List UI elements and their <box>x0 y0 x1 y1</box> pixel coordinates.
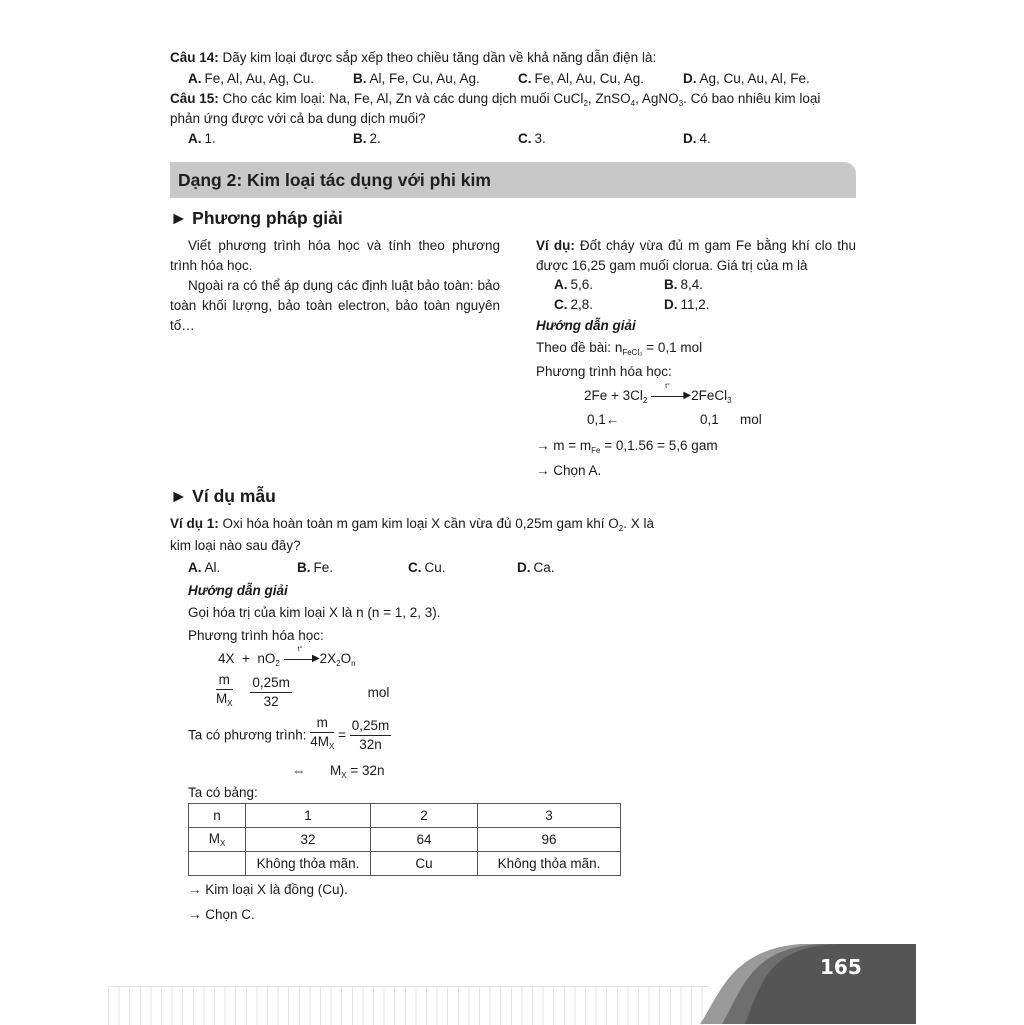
option-text: Fe, Al, Au, Cu, Ag. <box>534 71 645 86</box>
option-key: D. <box>683 131 697 146</box>
option-key: A. <box>188 71 202 86</box>
page-number: 165 <box>820 955 862 979</box>
row-header <box>189 852 246 876</box>
question-15 <box>170 91 820 108</box>
products: 2FeCl <box>691 388 728 403</box>
option-d <box>517 560 555 575</box>
question-text: . Có bao nhiêu kim loại <box>683 91 821 106</box>
den-text: M <box>216 691 228 706</box>
subscript: 2 <box>618 524 624 533</box>
sample-answer: → Chọn C. <box>188 907 255 922</box>
option-key: C. <box>554 297 568 312</box>
subscript: 4 <box>630 99 636 108</box>
table-row <box>189 852 621 876</box>
option-text: 2,8. <box>570 297 594 312</box>
mol-right: 0,1 <box>700 412 719 427</box>
question-label: Câu 14: <box>170 50 219 65</box>
equivalence-icon: ⇔ <box>292 763 306 778</box>
option-text: 5,6. <box>570 277 594 292</box>
option-key: C. <box>518 131 532 146</box>
side-example-question <box>536 236 856 276</box>
section-header-bar <box>170 162 856 198</box>
option-a <box>188 71 314 86</box>
question-text: Cho các kim loại: Na, Fe, Al, Zn và các dung dịch muối CuCl <box>218 91 584 106</box>
option-a <box>188 131 216 146</box>
option-text: Ag, Cu, Au, Al, Fe. <box>699 71 810 86</box>
mol-left: 0,1← <box>587 412 620 427</box>
option-d <box>683 131 711 146</box>
denominator <box>216 690 233 713</box>
option-b <box>353 71 480 86</box>
mol-unit: mol <box>367 684 390 700</box>
reactants: 4X + nO <box>218 651 276 666</box>
option-key: C. <box>408 560 422 575</box>
given-value: = 0,1 mol <box>642 340 703 355</box>
subscript: 3 <box>727 396 732 405</box>
conclusion: → Kim loại X là đồng (Cu). <box>188 882 348 897</box>
option-b <box>664 277 703 292</box>
section-title: Dạng 2: Kim loại tác dụng với phi kim <box>178 170 491 190</box>
table-title: Ta có bảng: <box>188 785 258 800</box>
denominator <box>310 733 334 756</box>
row-header <box>189 828 246 852</box>
option-text: Fe, Al, Au, Ag, Cu. <box>204 71 315 86</box>
option-b <box>353 131 381 146</box>
given-symbol: n <box>614 340 623 355</box>
calc-result: = 0,1.56 = 5,6 gam <box>600 438 718 453</box>
question-14 <box>170 50 656 65</box>
table-row <box>189 804 621 828</box>
example-text: Đốt cháy vừa đủ m gam Fe bằng khí clo thu được 16,25 gam muối clorua. Giá trị của m là <box>536 238 857 273</box>
given-prefix: Theo đề bài: <box>536 340 615 355</box>
reaction-equation <box>584 383 732 405</box>
fraction-left <box>310 714 334 756</box>
option-key: A. <box>188 131 202 146</box>
option-text: Ca. <box>533 560 555 575</box>
mol-unit: mol <box>740 412 762 427</box>
question-label: Câu 15: <box>170 91 219 106</box>
mol-fractions <box>216 671 389 713</box>
subscript: 2 <box>583 99 588 108</box>
equation-title: Phương trình hóa học: <box>536 364 672 379</box>
subscript: X <box>341 771 347 780</box>
example-text: Oxi hóa hoàn toàn m gam kim loại X cần vừa đủ 0,25m gam khí O <box>218 516 619 531</box>
subscript: X <box>219 839 226 848</box>
footer-tick-pattern <box>108 986 708 1025</box>
fraction-m-over-mx <box>216 671 233 713</box>
denominator: 32 <box>263 693 279 709</box>
table-cell: Không thỏa mãn. <box>246 852 371 876</box>
numerator: m <box>216 671 233 690</box>
example-text: . X là <box>623 516 654 531</box>
page-tab-decoration <box>690 940 916 1024</box>
derived-equation: Ta có phương trình: $\frac{m}{4M_X}$ = $\frac{0,25m}{32n}$ <box>188 714 391 756</box>
sample-heading: ► Ví dụ mẫu <box>170 486 276 506</box>
guide-title: Hướng dẫn giải <box>188 583 288 598</box>
reactants: 2Fe + 3Cl <box>584 388 643 403</box>
table-row <box>189 828 621 852</box>
den-text: 4M <box>310 734 329 749</box>
option-key: D. <box>517 560 531 575</box>
table-cell: 32 <box>246 828 371 852</box>
products: O <box>340 651 352 666</box>
table-cell: 3 <box>478 804 621 828</box>
subscript: FeCl₃ <box>622 348 643 357</box>
question-text: , ZnSO <box>587 91 631 106</box>
table-cell: 2 <box>371 804 478 828</box>
reaction-arrow-icon: t° ▶ <box>651 391 691 401</box>
sample-question-line2: kim loại nào sau đây? <box>170 538 301 553</box>
option-c <box>518 131 546 146</box>
option-key: B. <box>664 277 678 292</box>
option-key: D. <box>664 297 678 312</box>
sample-question <box>170 516 654 533</box>
option-b <box>297 560 333 575</box>
option-key: B. <box>297 560 311 575</box>
mass-calculation <box>536 438 718 455</box>
option-text: 1. <box>204 131 216 146</box>
header-text: M <box>208 831 220 846</box>
option-a <box>188 560 220 575</box>
example-label: Ví dụ 1: <box>170 516 219 531</box>
option-c <box>408 560 446 575</box>
arrow-label: t° <box>297 646 303 654</box>
subscript: X <box>227 699 233 708</box>
fraction-o2 <box>250 674 292 711</box>
option-text: Al. <box>204 560 221 575</box>
option-text: 3. <box>534 131 546 146</box>
option-key: C. <box>518 71 532 86</box>
example-label: Ví dụ: <box>536 238 575 253</box>
result-symbol: M <box>330 763 342 778</box>
subscript: 2 <box>336 659 341 668</box>
option-d <box>664 297 710 312</box>
calc-prefix: → m = m <box>536 438 592 453</box>
option-c <box>554 297 593 312</box>
option-text: 8,4. <box>680 277 704 292</box>
option-text: Fe. <box>313 560 334 575</box>
table-cell: 64 <box>371 828 478 852</box>
numerator: 0,25m <box>350 717 392 736</box>
subscript: 2 <box>642 396 648 405</box>
given-data <box>536 340 702 357</box>
option-key: B. <box>353 71 367 86</box>
table-cell: Không thỏa mãn. <box>478 852 621 876</box>
option-text: 4. <box>699 131 711 146</box>
arrow-label: t° <box>665 383 670 391</box>
question-text: , AgNO <box>635 91 679 106</box>
equation-title: Phương trình hóa học: <box>188 628 324 643</box>
guide-title: Hướng dẫn giải <box>536 318 636 333</box>
valence-table <box>188 803 621 876</box>
fraction-right <box>350 717 392 754</box>
option-c <box>518 71 644 86</box>
side-answer: → Chọn A. <box>536 463 602 478</box>
subscript: 3 <box>678 99 684 108</box>
result-value: = 32n <box>346 763 385 778</box>
subscript: 2 <box>275 659 280 668</box>
reaction-equation <box>218 646 356 668</box>
molar-mass-result <box>330 763 385 780</box>
valence-line: Gọi hóa trị của kim loại X là n (n = 1, 2, 3). <box>188 605 441 620</box>
option-key: A. <box>554 277 568 292</box>
question-15-line2: phản ứng được với cả ba dung dịch muối? <box>170 111 426 126</box>
table-cell: Cu <box>371 852 478 876</box>
option-text: Al, Fe, Cu, Au, Ag. <box>369 71 480 86</box>
header-text: n <box>213 808 221 823</box>
table-cell: 1 <box>246 804 371 828</box>
method-paragraph-2: Ngoài ra có thể áp dụng các định luật bảo toàn: bảo toàn khối lượng, bảo toàn electron, bảo toàn nguyên tố… <box>170 278 500 333</box>
products: 2X <box>319 651 337 666</box>
option-key: A. <box>188 560 202 575</box>
subscript: X <box>328 742 335 751</box>
subscript: Fe <box>591 446 601 455</box>
question-text: Dãy kim loại được sắp xếp theo chiều tăng dần về khả năng dẫn điện là: <box>218 50 657 65</box>
method-heading: ► Phương pháp giải <box>170 208 343 228</box>
option-a <box>554 277 593 292</box>
option-key: D. <box>683 71 697 86</box>
option-d <box>683 71 810 86</box>
option-text: Cu. <box>424 560 446 575</box>
reaction-arrow-icon: t° ▶ <box>284 654 320 664</box>
option-text: 11,2. <box>680 297 710 312</box>
numerator: 0,25m <box>250 674 292 693</box>
option-text: 2. <box>369 131 381 146</box>
row-header <box>189 804 246 828</box>
numerator: m <box>310 714 334 733</box>
table-cell: 96 <box>478 828 621 852</box>
equation-prefix: Ta có phương trình: <box>188 727 311 743</box>
method-paragraph-1: Viết phương trình hóa học và tính theo phương trình hóa học. <box>170 238 500 273</box>
option-key: B. <box>353 131 367 146</box>
subscript: n <box>351 659 356 668</box>
denominator: 32n <box>359 736 382 752</box>
